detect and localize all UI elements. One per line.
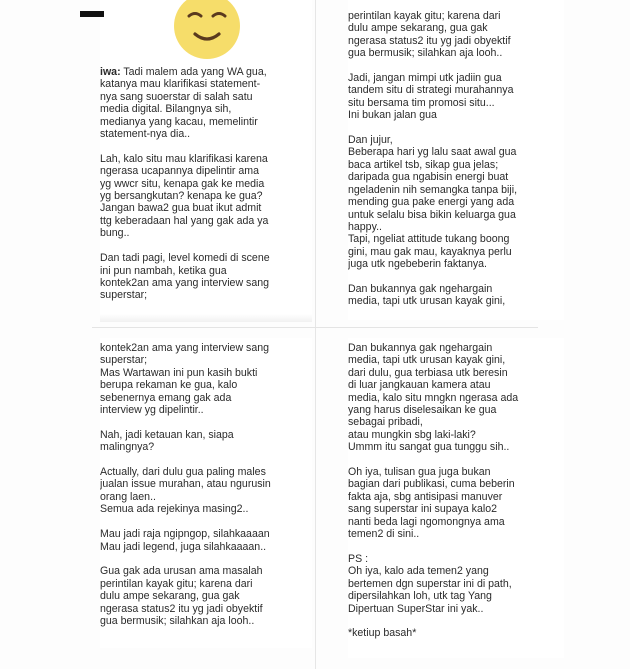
post-body: Dan bukannya gak ngehargain media, tapi utk urusan kayak gini, dari dulu, gua terbiasa utk beresin di luar jangkauan kamera atau media, kalo situ mngkn ngerasa ada yang harus diselesaikan ke gua sebagai pribadi, atau mungkin sbg laki-laki? Ummm itu sangat gua tunggu sih.. Oh iya, tulisan gua juga bukan bagian dari publikasi, cuma beberin fakta aja, sbg antisipasi manuver sang superstar ini supaya kalo2 nanti beda lagi ngomongnya ama temen2 di sini.. PS : Oh iya, kalo ada temen2 yang bertemen dgn superstar ini di path, dipersilahkan loh, utk tag Yang Dipertuan SuperStar ini yak.. *ketiup basah* xyxy=(348,342,519,640)
panel-fade xyxy=(100,314,312,322)
row-divider xyxy=(92,327,538,328)
post-panel-top-right xyxy=(348,0,564,320)
post-body: kontek2an ama yang interview sang superstar; Mas Wartawan ini pun kasih bukti berupa rekaman ke gua, kalo sebenernya emang gak ada interview yg dipelintir.. Nah, jadi ketauan kan, siapa malingnya? Actually, dari dulu gua paling males jualan issue murahan, atau ngurusin orang laen.. Semua ada rejekinya masing2.. Mau jadi raja ngipngop, silahkaaaan Mau jadi legend, juga silahkaaaan.. Gua gak ada urusan ama masalah perintilan kayak gitu; karena dari dulu ampe sekarang, gua gak ngerasa status2 itu yg jadi obyektif gua bermusik; silahkan aja looh.. xyxy=(100,342,271,627)
column-divider xyxy=(315,0,316,669)
post-panel-bottom-right xyxy=(348,338,564,658)
redaction-bar xyxy=(80,11,104,17)
post-body: Tadi malem ada yang WA gua, katanya mau klarifikasi statement- nya sang suoerstar di salah satu media digital. Bilangnya sih, medianya yang kacau, memelintir statement-nya dia.. Lah, kalo situ mau klarifikasi karena ngerasa ucapannya dipelintir ama yg wwcr situ, kenapa gak ke media yg bersangkutan? kenapa ke gua? Jangan bawa2 gua buat ikut admit ttg keberadaan hal yang gak ada ya bung.. Dan tadi pagi, level komedi di scene ini pun nambah, ketika gua kontek2an ama yang interview sang superstar; xyxy=(100,66,270,302)
post-panel-bottom-left xyxy=(100,338,312,648)
speaker-label: iwa: xyxy=(100,66,121,78)
post-body: perintilan kayak gitu; karena dari dulu ampe sekarang, gua gak ngerasa status2 itu yg jadi obyektif gua bermusik; silahkan aja looh.. Jadi, jangan mimpi utk jadiin gua tandem situ di strategi murahannya situ bersama tim promosi situ... Ini bukan jalan gua Dan jujur, Beberapa hari yg lalu saat awal gua baca artikel tsb, sikap gua jelas; daripada gua ngabisin energi buat ngeladenin nih semangka tanpa biji, mending gua pake energi yang ada untuk selalu bisa bikin keluarga gua happy.. Tapi, ngeliat attitude tukang boong gini, mau gak mau, kayaknya perlu juga utk ngebeberin faktanya. Dan bukannya gak ngehargain media, tapi utk urusan kayak gini, xyxy=(348,10,518,308)
relieved-face-icon xyxy=(173,0,241,60)
